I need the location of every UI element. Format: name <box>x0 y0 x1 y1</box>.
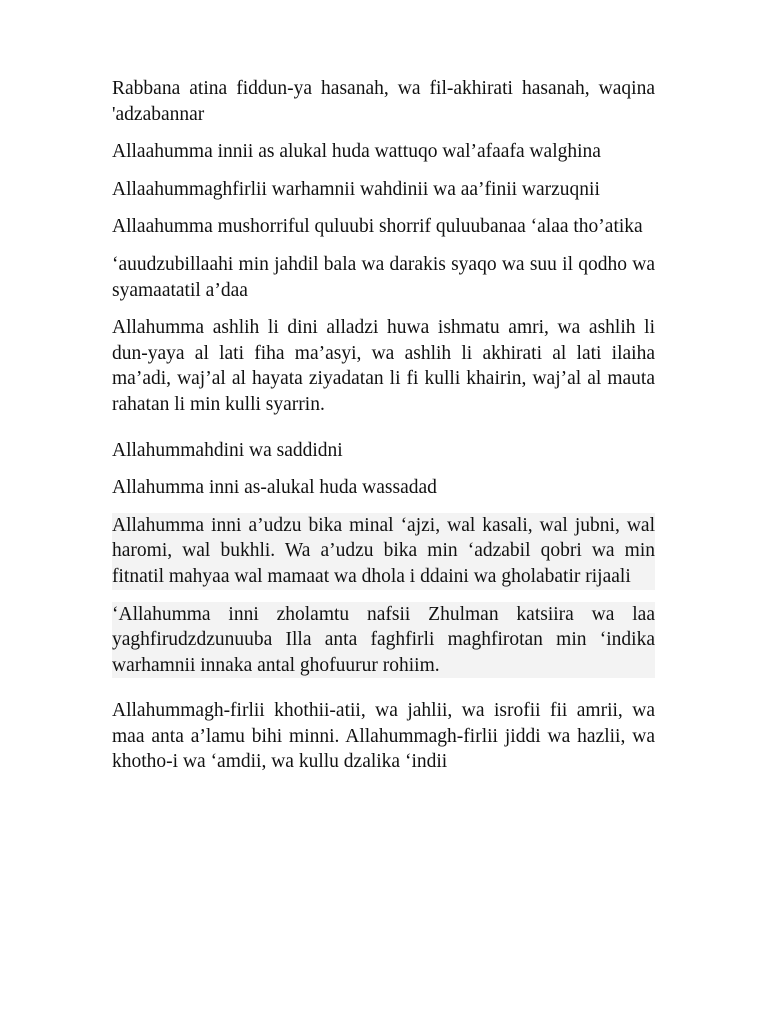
paragraph-7: Allahummahdini wa saddidni <box>112 439 343 461</box>
paragraph-9: Allahumma inni a’udzu bika minal ‘ajzi, wal kasali, wal jubni, wal haromi, wal bukhli. Wa a’udzu bika min ‘adzabil qobri wa min fitnatil mahyaa wal mamaat wa dhola i ddaini wa gholabatir rijaali <box>112 513 655 590</box>
document-body <box>112 76 655 787</box>
paragraph-5: ‘auudzubillaahi min jahdil bala wa darakis syaqo wa suu il qodho wa syamaatatil a’daa <box>112 253 655 301</box>
paragraph-1: Rabbana atina fiddun-ya hasanah, wa fil-akhirati hasanah, waqina 'adzabannar <box>112 78 655 125</box>
paragraph-10: ‘Allahumma inni zholamtu nafsii Zhulman katsiira wa laa yaghfirudzdzunuuba Illa anta faghfirli maghfirotan min ‘indika warhamnii innaka antal ghofuurur rohiim. <box>112 602 655 679</box>
paragraph-2: Allaahumma innii as alukal huda wattuqo wal’afaafa walghina <box>112 141 601 163</box>
paragraph-8: Allahumma inni as-alukal huda wassadad <box>112 477 437 499</box>
paragraph-3: Allaahummaghfirlii warhamnii wahdinii wa aa’finii warzuqnii <box>112 178 600 200</box>
paragraph-6: Allahumma ashlih li dini alladzi huwa ishmatu amri, wa ashlih li dun-yaya al lati fiha ma’asyi, wa ashlih li akhirati al lati ilaiha ma’adi, waj’al al hayata ziyadatan li fi kulli khairin, waj’al al mauta rahatan li min kulli syarrin. <box>112 317 655 415</box>
paragraph-11: Allahummagh-firlii khothii-atii, wa jahlii, wa isrofii fii amrii, wa maa anta a’lamu bihi minni. Allahummagh-firlii jiddi wa hazlii, wa khotho-i wa ‘amdii, wa kullu dzalika ‘indii <box>112 700 655 773</box>
paragraph-4: Allaahumma mushorriful quluubi shorrif quluubanaa ‘alaa tho’atika <box>112 216 643 238</box>
